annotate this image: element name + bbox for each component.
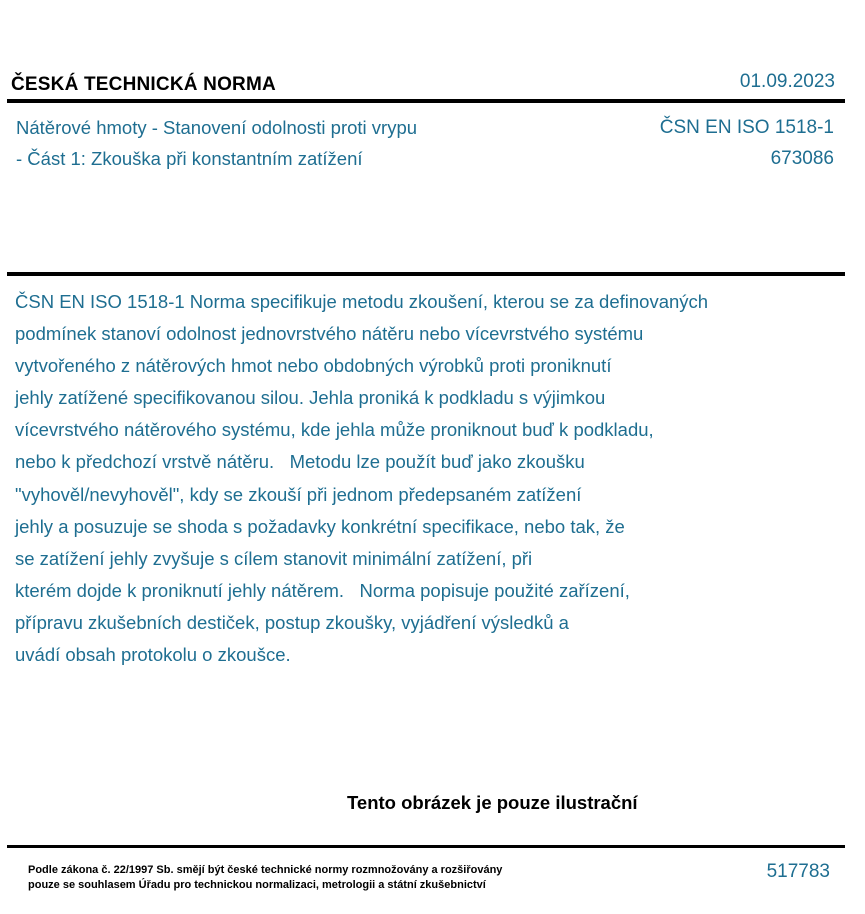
publication-date: 01.09.2023 [739, 71, 835, 92]
legal-notice-line2: pouze se souhlasem Úřadu pro technickou normalizaci, metrologii a státní zkušebnictví [28, 879, 486, 891]
bottom-divider [7, 845, 845, 848]
middle-divider [7, 272, 845, 276]
abstract-line: "vyhověl/nevyhověl", kdy se zkouší při jednom předepsaném zatížení [15, 483, 582, 505]
classification-code: 673086 [770, 148, 834, 169]
abstract-line: kterém dojde k proniknutí jehly nátěrem. Norma popisuje použité zařízení, [15, 579, 630, 601]
document-number: 517783 [766, 861, 830, 882]
abstract-line: vytvořeného z nátěrových hmot nebo obdobných výrobků proti proniknutí [15, 355, 612, 377]
abstract-line: přípravu zkušebních destiček, postup zkoušky, vyjádření výsledků a [15, 611, 569, 633]
abstract-line: ČSN EN ISO 1518-1 Norma specifikuje metodu zkoušení, kterou se za definovaných [15, 291, 709, 312]
legal-notice-line1: Podle zákona č. 22/1997 Sb. smějí být české technické normy rozmnožovány a rozšiřovány [28, 864, 503, 876]
standard-code: ČSN EN ISO 1518-1 [659, 117, 834, 138]
document-title-line2: - Část 1: Zkouška při konstantním zatížení [16, 148, 363, 169]
norm-title: ČESKÁ TECHNICKÁ NORMA [11, 74, 276, 95]
abstract-line: uvádí obsah protokolu o zkoušce. [15, 644, 291, 666]
abstract-line: jehly a posuzuje se shoda s požadavky konkrétní specifikace, nebo tak, že [15, 515, 625, 537]
abstract-line: vícevrstvého nátěrového systému, kde jehla může proniknout buď k podkladu, [15, 419, 654, 441]
document-title-line1: Nátěrové hmoty - Stanovení odolnosti proti vrypu [16, 117, 418, 138]
abstract-line: podmínek stanoví odolnost jednovrstvého nátěru nebo vícevrstvého systému [15, 323, 644, 345]
abstract-line: jehly zatížené specifikovanou silou. Jehla proniká k podkladu s výjimkou [15, 387, 606, 409]
abstract-line: se zatížení jehly zvyšuje s cílem stanovit minimální zatížení, při [15, 547, 533, 569]
top-divider [7, 99, 845, 103]
abstract-line: nebo k předchozí vrstvě nátěru. Metodu lze použít buď jako zkoušku [15, 451, 585, 473]
illustration-note: Tento obrázek je pouze ilustrační [347, 792, 638, 813]
abstract-text [15, 290, 845, 675]
